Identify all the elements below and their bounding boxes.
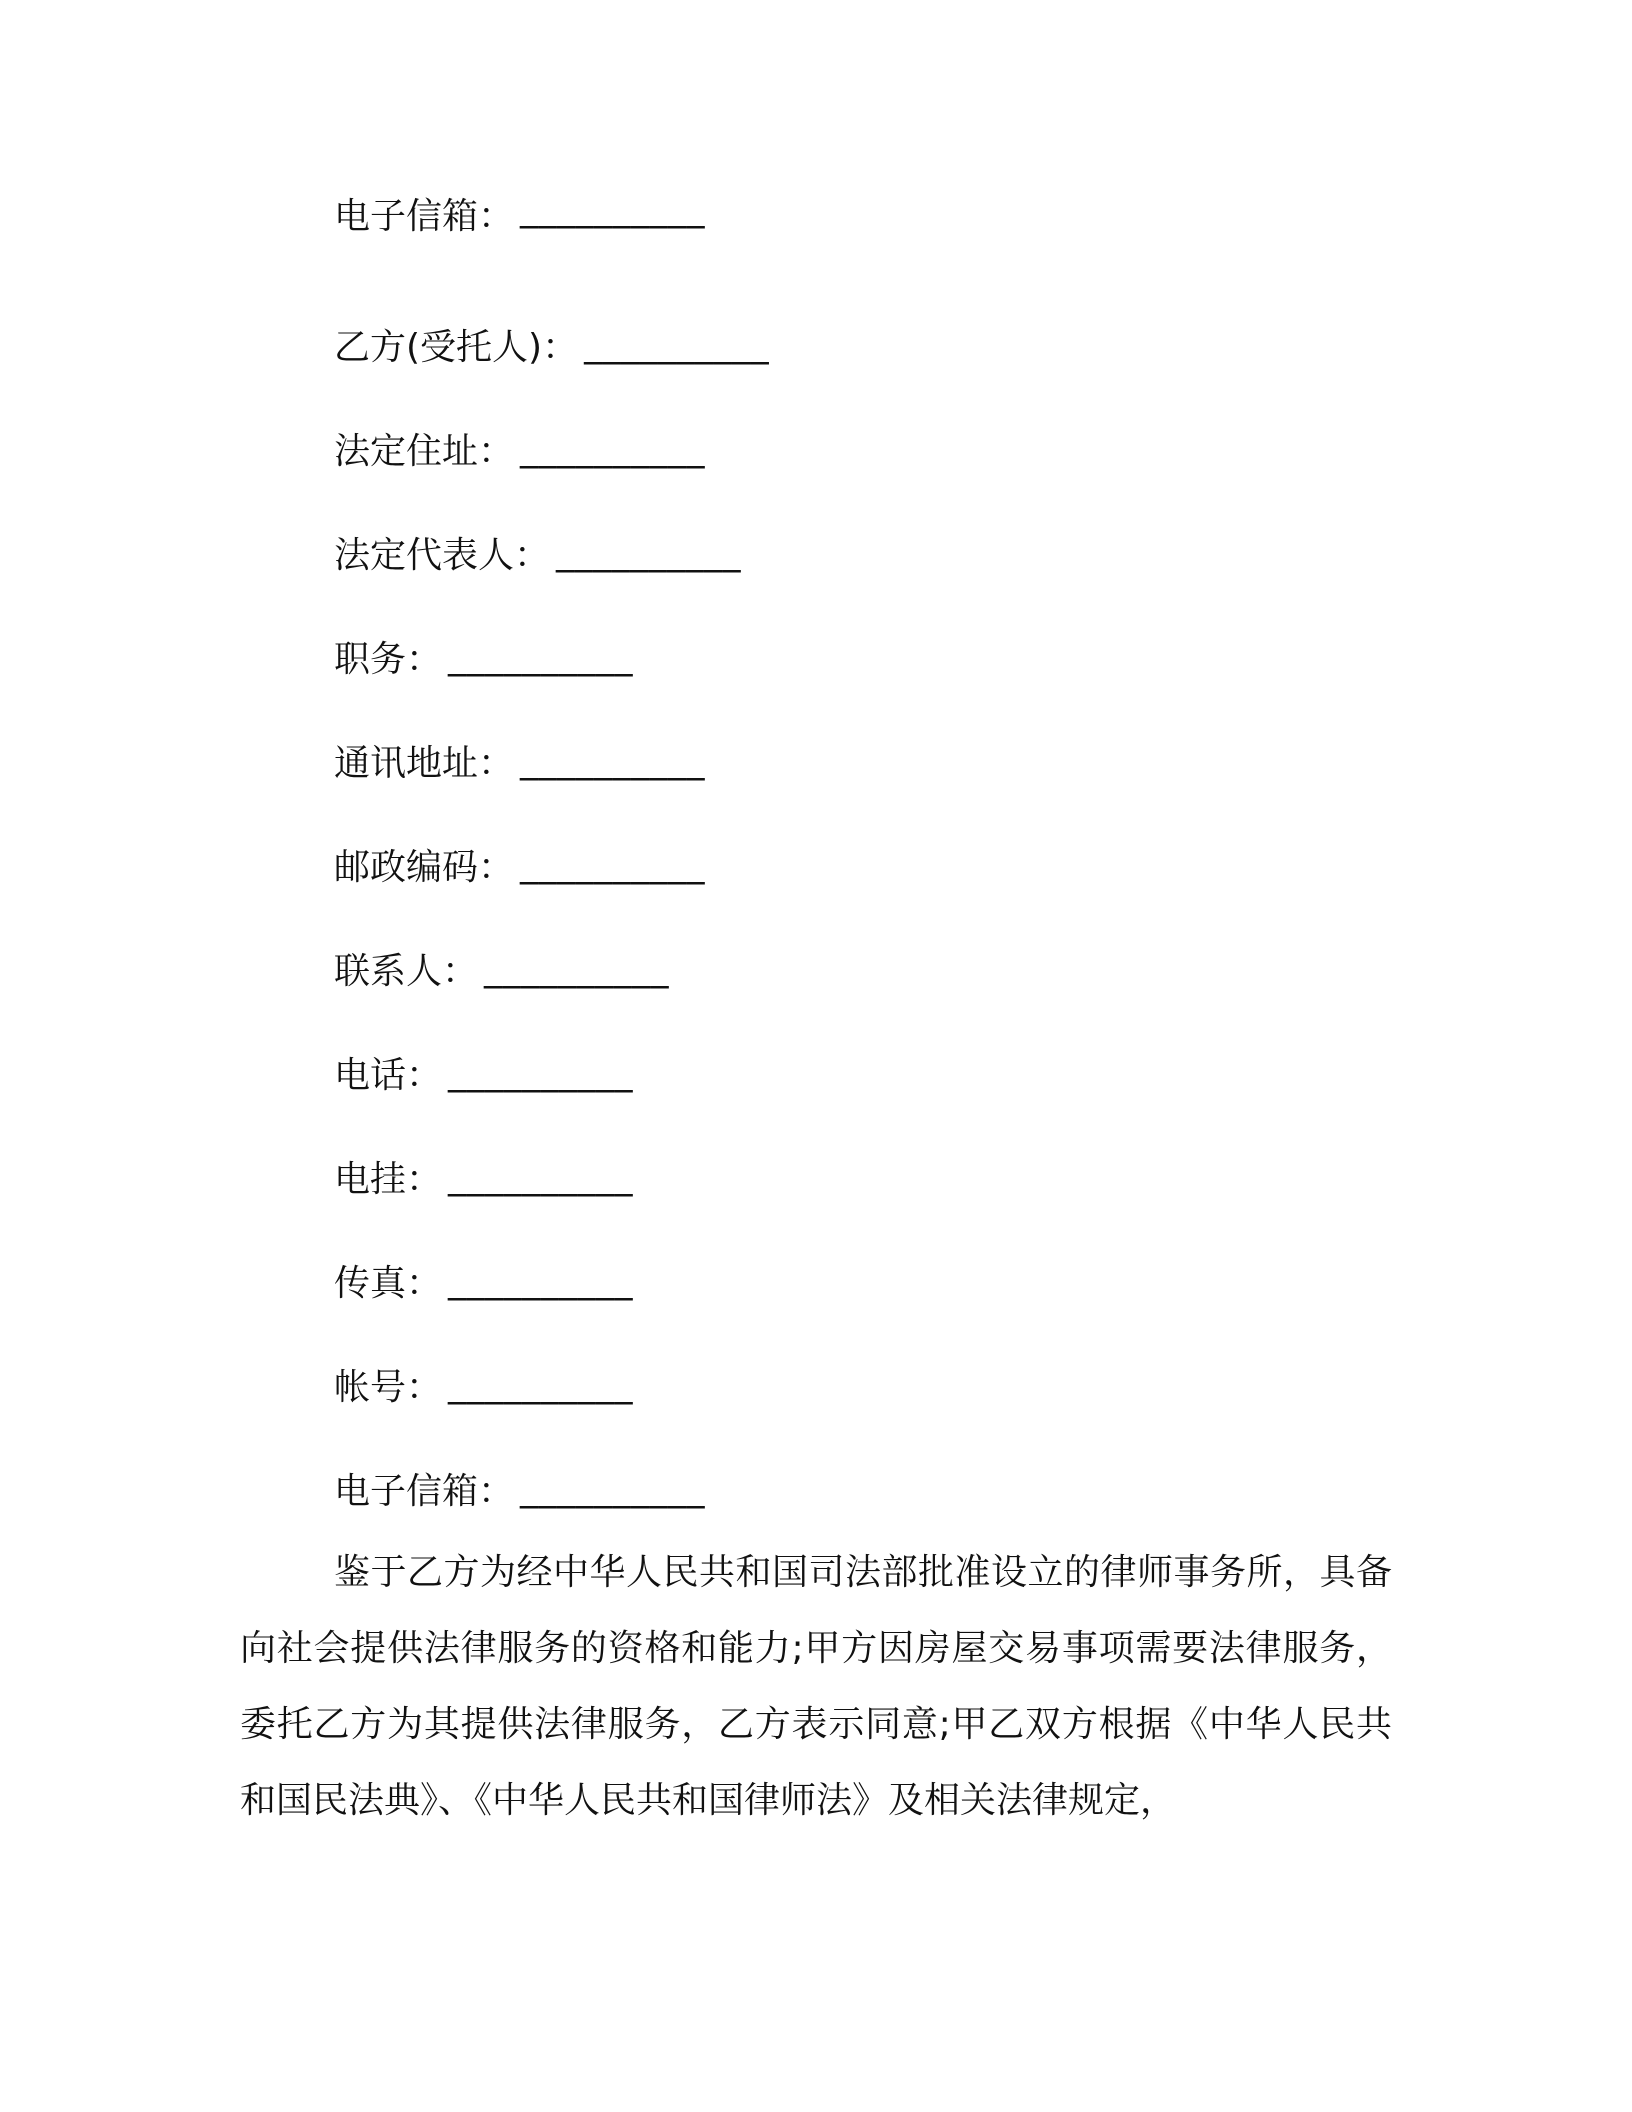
field-label: 电子信箱： [334,1470,515,1512]
field-label: 传真： [334,1262,443,1304]
field-label: 法定住址： [334,430,515,472]
field-legal-representative [334,500,1394,604]
field-label: 法定代表人： [334,534,551,576]
field-email-1 [334,188,1394,292]
fill-blank: __________ [556,531,742,573]
fill-blank: __________ [584,323,770,365]
fill-blank: __________ [520,1467,706,1509]
field-postal-code [334,812,1394,916]
field-legal-address [334,396,1394,500]
recital-paragraph: 鉴于乙方为经中华人民共和国司法部批准设立的律师事务所，具备向社会提供法律服务的资格和能力;甲方因房屋交易事项需要法律服务，委托乙方为其提供法律服务，乙方表示同意;甲乙双方根据《中华人民共和国民法典》、《中华人民共和国律师法》及相关法律规定， [240,1552,1392,1821]
field-mailing-address [334,708,1394,812]
field-label: 职务： [334,638,443,680]
field-label: 乙方(受托人)： [334,326,579,368]
fill-blank: __________ [448,1155,634,1197]
fill-blank: __________ [520,739,706,781]
field-fax [334,1228,1394,1332]
field-account [334,1332,1394,1436]
field-label: 电子信箱： [334,196,515,237]
field-email-2 [334,1436,1394,1540]
fill-blank: __________ [520,843,706,885]
fill-blank: __________ [520,427,706,469]
field-label: 联系人： [334,950,479,992]
field-party-b [334,292,1394,396]
fill-blank: __________ [448,635,634,677]
field-label: 通讯地址： [334,742,515,784]
field-telegraph [334,1124,1394,1228]
fill-blank: __________ [448,1259,634,1301]
field-label: 邮政编码： [334,846,515,888]
field-label: 电话： [334,1054,443,1096]
fill-blank: __________ [484,947,670,989]
field-label: 帐号： [334,1366,443,1408]
field-phone [334,1020,1394,1124]
party-info-fields [334,188,1394,1540]
field-label: 电挂： [334,1158,443,1200]
fill-blank: __________ [448,1051,634,1093]
fill-blank: __________ [520,188,706,229]
field-position [334,604,1394,708]
field-contact-person [334,916,1394,1020]
fill-blank: __________ [448,1363,634,1405]
